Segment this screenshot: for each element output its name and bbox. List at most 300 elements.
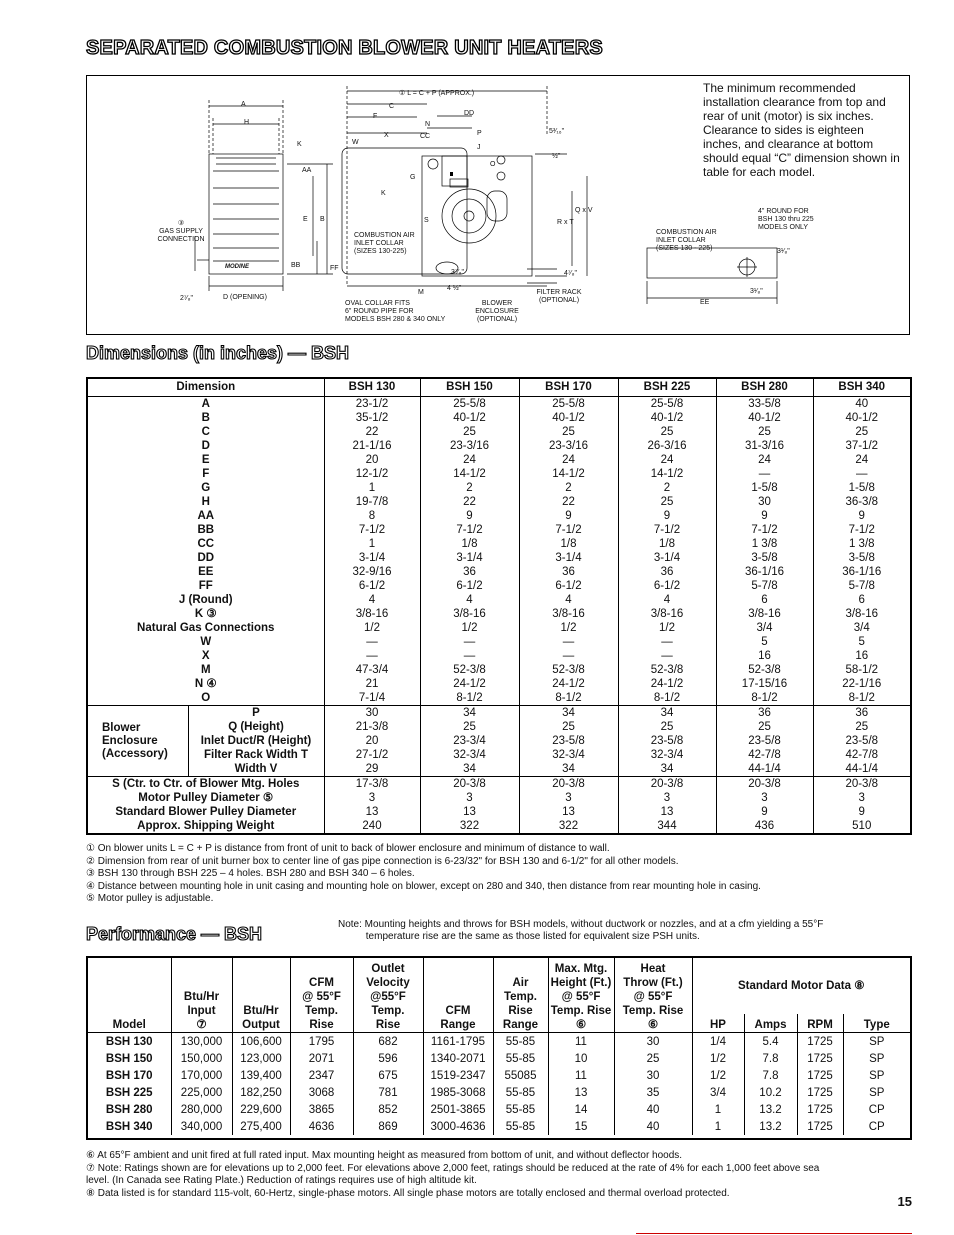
table-row [88,1118,910,1135]
footnote-5: ⑤ Motor pulley is adjustable. [86,893,214,904]
dim-label-b: B [320,216,325,223]
table-cell: 40-1/2 [618,411,716,425]
footnote-7: ⑦ Note: Ratings shown are for elevations up to 2,000 feet. For elevations above 2,000 feet, ratings should be reduced at the rate of 4% for each 1,000 feet above sea level. (In Canada see Rating Plate.) Reduction of ratings requires use of high altitude kit. [86,1162,820,1186]
table-cell: 34 [519,706,618,721]
table-cell: 21 [324,677,420,691]
row-label: E [201,453,210,466]
table-cell: 781 [353,1084,423,1101]
blower-group-label: Blower Enclosure (Accessory) [88,706,188,777]
table-cell: 25 [716,425,813,439]
table-cell: 1/8 [420,537,519,551]
table-cell: 8-1/2 [618,691,716,706]
gas-supply-label: ③ GAS SUPPLY CONNECTION [157,220,205,243]
table-cell: — [519,649,618,663]
table-cell: 16 [716,649,813,663]
dim-label-p: P [477,130,482,137]
d-opening-label: D (OPENING) [223,294,267,301]
table-cell: 8-1/2 [813,691,910,706]
table-row [88,805,910,819]
table-cell: — [324,635,420,649]
table-row [88,663,910,677]
table-cell: 25 [813,720,910,734]
table-cell: 13 [618,805,716,819]
dimensions-table-container [86,377,912,835]
table-cell: 3-5/8 [716,551,813,565]
table-cell: 25 [618,425,716,439]
table-cell: 5 [813,635,910,649]
dim-label-ff: FF [330,265,339,272]
row-label: K ③ [194,607,217,620]
table-row [88,439,910,453]
table-cell: 1 [692,1101,744,1118]
row-model: BSH 130 [88,1033,171,1051]
table-row [88,607,910,621]
col-outlet-velocity: Outlet Velocity @55°F Temp. Rise [353,958,423,1033]
dim-4-1-2-label: 4 ½" [447,285,462,292]
dim-label-l: ① L = C + P (APPROX.) [399,90,475,97]
row-label: DD [197,551,215,564]
table-cell: 1 [324,537,420,551]
table-cell: 322 [519,819,618,833]
oval-collar-label: OVAL COLLAR FITS 6" ROUND PIPE FOR MODELS BSH 280 & 340 ONLY [345,300,446,323]
dim-3-7-8-label: 3⁷⁄₈" [451,269,464,276]
table-cell: 34 [420,706,519,721]
row-label: BB [197,523,215,536]
row-model: BSH 170 [105,1069,153,1082]
table-cell: 1/8 [519,537,618,551]
dim-label-w: W [352,139,359,146]
table-cell: 1/4 [692,1033,744,1051]
footnote-3: ③ BSH 130 through BSH 225 – 4 holes. BSH 280 and BSH 340 – 6 holes. [86,868,415,879]
table-cell: 40-1/2 [519,411,618,425]
table-cell: 34 [618,706,716,721]
table-cell: 3/4 [692,1084,744,1101]
table-row [88,635,910,649]
table-cell: 3 [618,791,716,805]
table-cell: 3/8-16 [519,607,618,621]
table-cell: 1-5/8 [813,481,910,495]
table-cell: 3865 [290,1101,353,1118]
table-cell: 22 [420,495,519,509]
table-cell: 14-1/2 [519,467,618,481]
col-dimension: Dimension [88,379,324,397]
table-cell: SP [843,1067,910,1084]
table-cell: CP [843,1118,910,1135]
table-cell: 23-1/2 [324,397,420,412]
table-row [88,762,910,777]
table-cell: 23-5/8 [716,734,813,748]
table-cell: 36 [519,565,618,579]
table-cell: 13.2 [744,1118,797,1135]
table-cell: 25 [519,425,618,439]
table-cell: 40 [813,397,910,412]
col-model-3: BSH 170 [519,379,618,397]
table-cell: 11 [548,1033,614,1051]
table-cell: 3/8-16 [324,607,420,621]
dim-5-3-16-label: 5³⁄₁₆" [549,128,565,135]
table-cell: 225,000 [171,1084,232,1101]
table-cell: 30 [614,1067,692,1084]
table-cell: 34 [618,762,716,777]
col-model-1: BSH 130 [324,379,420,397]
table-cell: 4636 [290,1118,353,1135]
row-label: AA [197,509,215,522]
table-cell: 3-5/8 [813,551,910,565]
table-row [88,537,910,551]
row-label: A [201,397,210,410]
table-cell: 2 [420,481,519,495]
row-label: S (Ctr. to Ctr. of Blower Mtg. Holes [88,777,324,792]
table-cell: 24-1/2 [519,677,618,691]
col-amps: Amps [744,1014,797,1033]
row-label: H [201,495,210,508]
table-cell: 37-1/2 [813,439,910,453]
table-cell: 32-3/4 [519,748,618,762]
dimensions-footnotes [86,843,761,906]
table-cell: 682 [353,1033,423,1051]
table-row [88,1084,910,1101]
table-cell: 3-1/4 [519,551,618,565]
col-model-6: BSH 340 [813,379,910,397]
table-cell: 344 [618,819,716,833]
row-label: Inlet Duct/R (Height) [188,734,324,748]
performance-heading: Performance — BSH [86,924,263,944]
dim-label-qxv: Q x V [575,207,593,214]
dim-label-k2: K [381,190,386,197]
row-label: N ④ [194,677,217,690]
table-cell: SP [843,1033,910,1051]
table-cell: 6-1/2 [618,579,716,593]
dim-label-aa: AA [302,167,312,174]
table-cell: 14-1/2 [420,467,519,481]
table-cell: 12-1/2 [324,467,420,481]
table-cell: 2347 [290,1067,353,1084]
table-row [88,691,910,706]
table-cell: 9 [813,805,910,819]
table-cell: 20-3/8 [519,777,618,792]
table-cell: 3 [813,791,910,805]
footnote-2: ② Dimension from rear of unit burner box to center line of gas pipe connection is 6-23/32" for BSH 130 and 6-1/2" for all other models. [86,855,679,867]
table-cell: 25 [420,720,519,734]
table-cell: 17-3/8 [324,777,420,792]
table-cell: 3/4 [716,621,813,635]
table-cell: 20 [324,734,420,748]
table-cell: 55085 [493,1067,548,1084]
table-cell: 47-3/4 [324,663,420,677]
table-cell: 9 [813,509,910,523]
table-cell: 40-1/2 [716,411,813,425]
table-cell: 24 [813,453,910,467]
table-row [88,425,910,439]
table-cell: 25-5/8 [519,397,618,412]
combustion-air-collar-label: COMBUSTION AIR INLET COLLAR (SIZES 130-225) [354,232,415,255]
row-model: BSH 225 [105,1086,153,1099]
row-label: Q (Height) [188,720,324,734]
table-cell: 1725 [797,1050,843,1067]
table-cell: 25 [813,425,910,439]
table-cell: 20-3/8 [716,777,813,792]
table-cell: 7.8 [744,1050,797,1067]
table-cell: 1 [692,1118,744,1135]
table-cell: 1/2 [324,621,420,635]
col-type: Type [843,1014,910,1033]
row-label: EE [198,565,214,578]
table-row [88,706,910,721]
table-cell: 42-7/8 [716,748,813,762]
table-cell: 2 [618,481,716,495]
dim-label-e: E [303,216,308,223]
table-cell: 52-3/8 [618,663,716,677]
table-cell: 1795 [290,1033,353,1051]
table-cell: 3 [716,791,813,805]
table-cell: 25 [618,720,716,734]
table-cell: 1985-3068 [423,1084,493,1101]
filter-rack-label: FILTER RACK (OPTIONAL) [536,289,582,304]
dim-label-a: A [241,101,246,108]
table-cell: 25 [614,1050,692,1067]
table-cell: 10 [548,1050,614,1067]
performance-footnotes [86,1150,916,1200]
performance-table-container [86,956,912,1140]
row-label: C [201,425,210,438]
table-cell: 55-85 [493,1033,548,1051]
combustion-air-collar-2-label: COMBUSTION AIR INLET COLLAR (SIZES 130 - 225) [656,229,717,252]
table-cell: 35-1/2 [324,411,420,425]
table-row [88,791,910,805]
table-cell: 34 [420,762,519,777]
row-model: BSH 280 [105,1103,153,1116]
table-cell: 1/2 [420,621,519,635]
row-label: D [201,439,210,452]
table-cell: 1725 [797,1067,843,1084]
row-label: Width V [188,762,324,777]
dimensions-heading: Dimensions (in inches) — BSH [86,343,350,363]
table-cell: 58-1/2 [813,663,910,677]
col-heat-throw: Heat Throw (Ft.) @ 55°F Temp. Rise ⑥ [614,958,692,1033]
table-cell: 15 [548,1118,614,1135]
table-cell: 36 [618,565,716,579]
table-cell: 24 [716,453,813,467]
table-row [88,411,910,425]
table-cell: 1161-1795 [423,1033,493,1051]
dim-label-dd: DD [464,110,475,117]
table-cell: 3 [519,791,618,805]
table-cell: 3/8-16 [813,607,910,621]
table-cell: 13 [548,1084,614,1101]
table-cell: 52-3/8 [420,663,519,677]
table-cell: SP [843,1050,910,1067]
table-cell: 29 [324,762,420,777]
table-cell: CP [843,1101,910,1118]
table-cell: 6 [813,593,910,607]
table-cell: 280,000 [171,1101,232,1118]
table-cell: 20-3/8 [618,777,716,792]
table-cell: 24-1/2 [420,677,519,691]
row-model: BSH 150 [105,1052,153,1065]
table-cell: 275,400 [232,1118,290,1135]
row-label: J (Round) [178,593,233,606]
dimensions-table [88,379,910,833]
table-cell: 5-7/8 [813,579,910,593]
table-cell: 26-3/16 [618,439,716,453]
table-cell: 32-3/4 [618,748,716,762]
table-row [88,481,910,495]
table-cell: 20 [324,453,420,467]
footnote-4: ④ Distance between mounting hole in unit casing and mounting hole on blower, except on 280 and 340, then distance from rear mounting hole in casing. [86,880,761,892]
table-row [88,649,910,663]
table-cell: 1725 [797,1084,843,1101]
table-cell: 25 [420,425,519,439]
table-cell: 13.2 [744,1101,797,1118]
table-cell: 3-1/4 [420,551,519,565]
table-cell: 11 [548,1067,614,1084]
table-cell: 30 [324,706,420,721]
table-row [88,621,910,635]
page-title: SEPARATED COMBUSTION BLOWER UNIT HEATERS [86,37,603,59]
table-cell: 5.4 [744,1033,797,1051]
table-cell: 1 3/8 [716,537,813,551]
footer-rule [636,1233,912,1234]
table-cell: 20-3/8 [813,777,910,792]
table-cell: 7-1/2 [716,523,813,537]
table-cell: 1/8 [618,537,716,551]
table-cell: — [716,467,813,481]
row-label: X [201,649,210,662]
table-cell: 16 [813,649,910,663]
table-row [88,523,910,537]
table-cell: 170,000 [171,1067,232,1084]
table-row [88,720,910,734]
table-cell: 3/8-16 [618,607,716,621]
table-cell: 35 [614,1084,692,1101]
dim-3-1-8-label: 3¹⁄₈" [777,248,790,255]
table-cell: 36 [813,706,910,721]
table-cell: 1 3/8 [813,537,910,551]
table-cell: 8 [324,509,420,523]
table-cell: 13 [324,805,420,819]
dim-label-m: M [418,289,424,296]
table-cell: 44-1/4 [716,762,813,777]
dim-label-k: K [297,141,302,148]
col-cfm-55: CFM @ 55°F Temp. Rise [290,958,353,1033]
table-row [88,579,910,593]
round-4-label: 4" ROUND FOR BSH 130 thru 225 MODELS ONLY [758,208,814,231]
table-cell: 55-85 [493,1084,548,1101]
table-cell: 36 [716,706,813,721]
table-cell: 322 [420,819,519,833]
table-cell: 3/4 [813,621,910,635]
table-cell: 14-1/2 [618,467,716,481]
table-cell: 52-3/8 [716,663,813,677]
table-cell: 21-3/8 [324,720,420,734]
table-cell: 3-1/4 [618,551,716,565]
table-cell: 13 [519,805,618,819]
table-cell: 106,600 [232,1033,290,1051]
table-cell: 34 [519,762,618,777]
table-cell: 23-3/16 [420,439,519,453]
table-cell: 1725 [797,1033,843,1051]
table-cell: 23-3/16 [519,439,618,453]
row-label: Natural Gas Connections [137,621,275,634]
table-cell: — [618,635,716,649]
table-cell: 27-1/2 [324,748,420,762]
table-cell: 30 [716,495,813,509]
row-label: FF [198,579,213,592]
dim-label-f: F [373,113,378,120]
table-cell: 22-1/16 [813,677,910,691]
table-cell: 675 [353,1067,423,1084]
table-cell: 852 [353,1101,423,1118]
table-cell: 55-85 [493,1118,548,1135]
table-cell: 25 [519,720,618,734]
table-cell: 14 [548,1101,614,1118]
table-cell: 9 [716,509,813,523]
row-label: Approx. Shipping Weight [137,819,275,832]
table-row [88,1067,910,1084]
table-cell: 6 [716,593,813,607]
table-cell: — [519,635,618,649]
table-cell: 123,000 [232,1050,290,1067]
table-row [88,565,910,579]
table-cell: 7-1/2 [324,523,420,537]
table-cell: 32-3/4 [420,748,519,762]
col-model: Model [112,1019,146,1031]
table-cell: — [324,649,420,663]
table-cell: 9 [420,509,519,523]
table-cell: 7-1/2 [813,523,910,537]
table-cell: 3-1/4 [324,551,420,565]
table-cell: 40-1/2 [813,411,910,425]
table-cell: 20-3/8 [420,777,519,792]
table-cell: 36-3/8 [813,495,910,509]
dim-label-h: H [244,119,250,126]
col-rpm: RPM [797,1014,843,1033]
table-cell: 4 [420,593,519,607]
dim-half-label: ½" [552,153,561,160]
table-cell: 3 [324,791,420,805]
row-label: CC [197,537,215,550]
table-row [88,1101,910,1118]
table-cell: — [813,467,910,481]
table-cell: 3/8-16 [716,607,813,621]
table-cell: 23-5/8 [813,734,910,748]
table-row [88,748,910,762]
table-row [88,734,910,748]
dim-label-x: X [384,132,389,139]
table-cell: 2501-3865 [423,1101,493,1118]
table-cell: 13 [420,805,519,819]
table-cell: 21-1/16 [324,439,420,453]
table-cell: 8-1/2 [716,691,813,706]
table-cell: 40-1/2 [420,411,519,425]
table-cell: 3/8-16 [420,607,519,621]
table-cell: 1 [324,481,420,495]
table-cell: 2071 [290,1050,353,1067]
table-cell: 25 [716,720,813,734]
table-cell: 1340-2071 [423,1050,493,1067]
table-row [88,1050,910,1067]
table-cell: 510 [813,819,910,833]
table-cell: 7-1/2 [420,523,519,537]
table-cell: 4 [618,593,716,607]
table-cell: — [420,635,519,649]
table-cell: 1/2 [692,1067,744,1084]
col-max-height: Max. Mtg. Height (Ft.) @ 55°F Temp. Rise ⑥ [548,958,614,1033]
table-cell: 42-7/8 [813,748,910,762]
table-cell: 55-85 [493,1101,548,1118]
table-cell: 24 [420,453,519,467]
table-cell: 3068 [290,1084,353,1101]
